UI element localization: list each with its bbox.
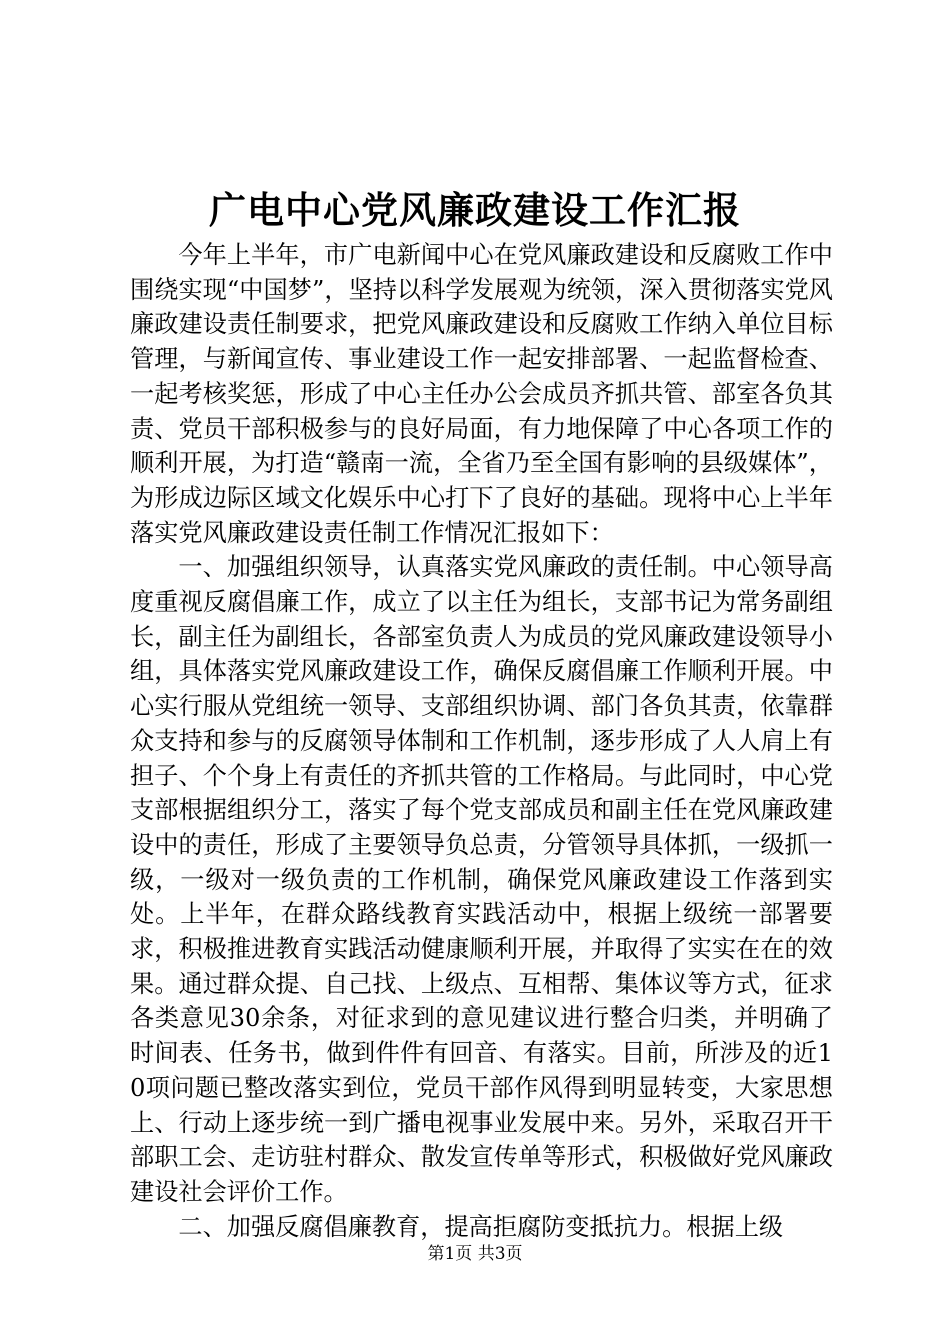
document-body [130, 238, 833, 1244]
paragraph-section-1: 一、加强组织领导，认真落实党风廉政的责任制。中心领导高度重视反腐倡廉工作，成立了以主任为组长，支部书记为常务副组长，副主任为副组长，各部室负责人为成员的党风廉政建设领导小组，具体落实党风廉政建设工作，确保反腐倡廉工作顺利开展。中心实行服从党组统一领导、支部组织协调、部门各负其责，依靠群众支持和参与的反腐领导体制和工作机制，逐步形成了人人肩上有担子、个个身上有责任的齐抓共管的工作格局。与此同时，中心党支部根据组织分工，落实了每个党支部成员和副主任在党风廉政建设中的责任，形成了主要领导负总责，分管领导具体抓，一级抓一级，一级对一级负责的工作机制，确保党风廉政建设工作落到实处。上半年，在群众路线教育实践活动中，根据上级统一部署要求，积极推进教育实践活动健康顺利开展，并取得了实实在在的效果。通过群众提、自己找、上级点、互相帮、集体议等方式，征求各类意见30余条，对征求到的意见建议进行整合归类，并明确了时间表、任务书，做到件件有回音、有落实。目前，所涉及的近10项问题已整改落实到位，党员干部作风得到明显转变，大家思想上、行动上逐步统一到广播电视事业发展中来。另外，采取召开干部职工会、走访驻村群众、散发宣传单等形式，积极做好党风廉政建设社会评价工作。 [130, 553, 833, 1206]
document-title: 广电中心党风廉政建设工作汇报 [209, 188, 741, 232]
paragraph-section-2: 二、加强反腐倡廉教育，提高拒腐防变抵抗力。根据上级 [178, 1212, 784, 1241]
paragraph-intro: 今年上半年，市广电新闻中心在党风廉政建设和反腐败工作中围绕实现“中国梦”，坚持以科学发展观为统领，深入贯彻落实党风廉政建设责任制要求，把党风廉政建设和反腐败工作纳入单位目标管理，与新闻宣传、事业建设工作一起安排部署、一起监督检查、一起考核奖惩，形成了中心主任办公会成员齐抓共管、部室各负其责、党员干部积极参与的良好局面，有力地保障了中心各项工作的顺利开展，为打造“赣南一流，全省乃至全国有影响的县级媒体”，为形成边际区域文化娱乐中心打下了良好的基础。现将中心上半年落实党风廉政建设责任制工作情况汇报如下： [130, 241, 833, 547]
page-footer: 第1页 共3页 [427, 1244, 523, 1264]
